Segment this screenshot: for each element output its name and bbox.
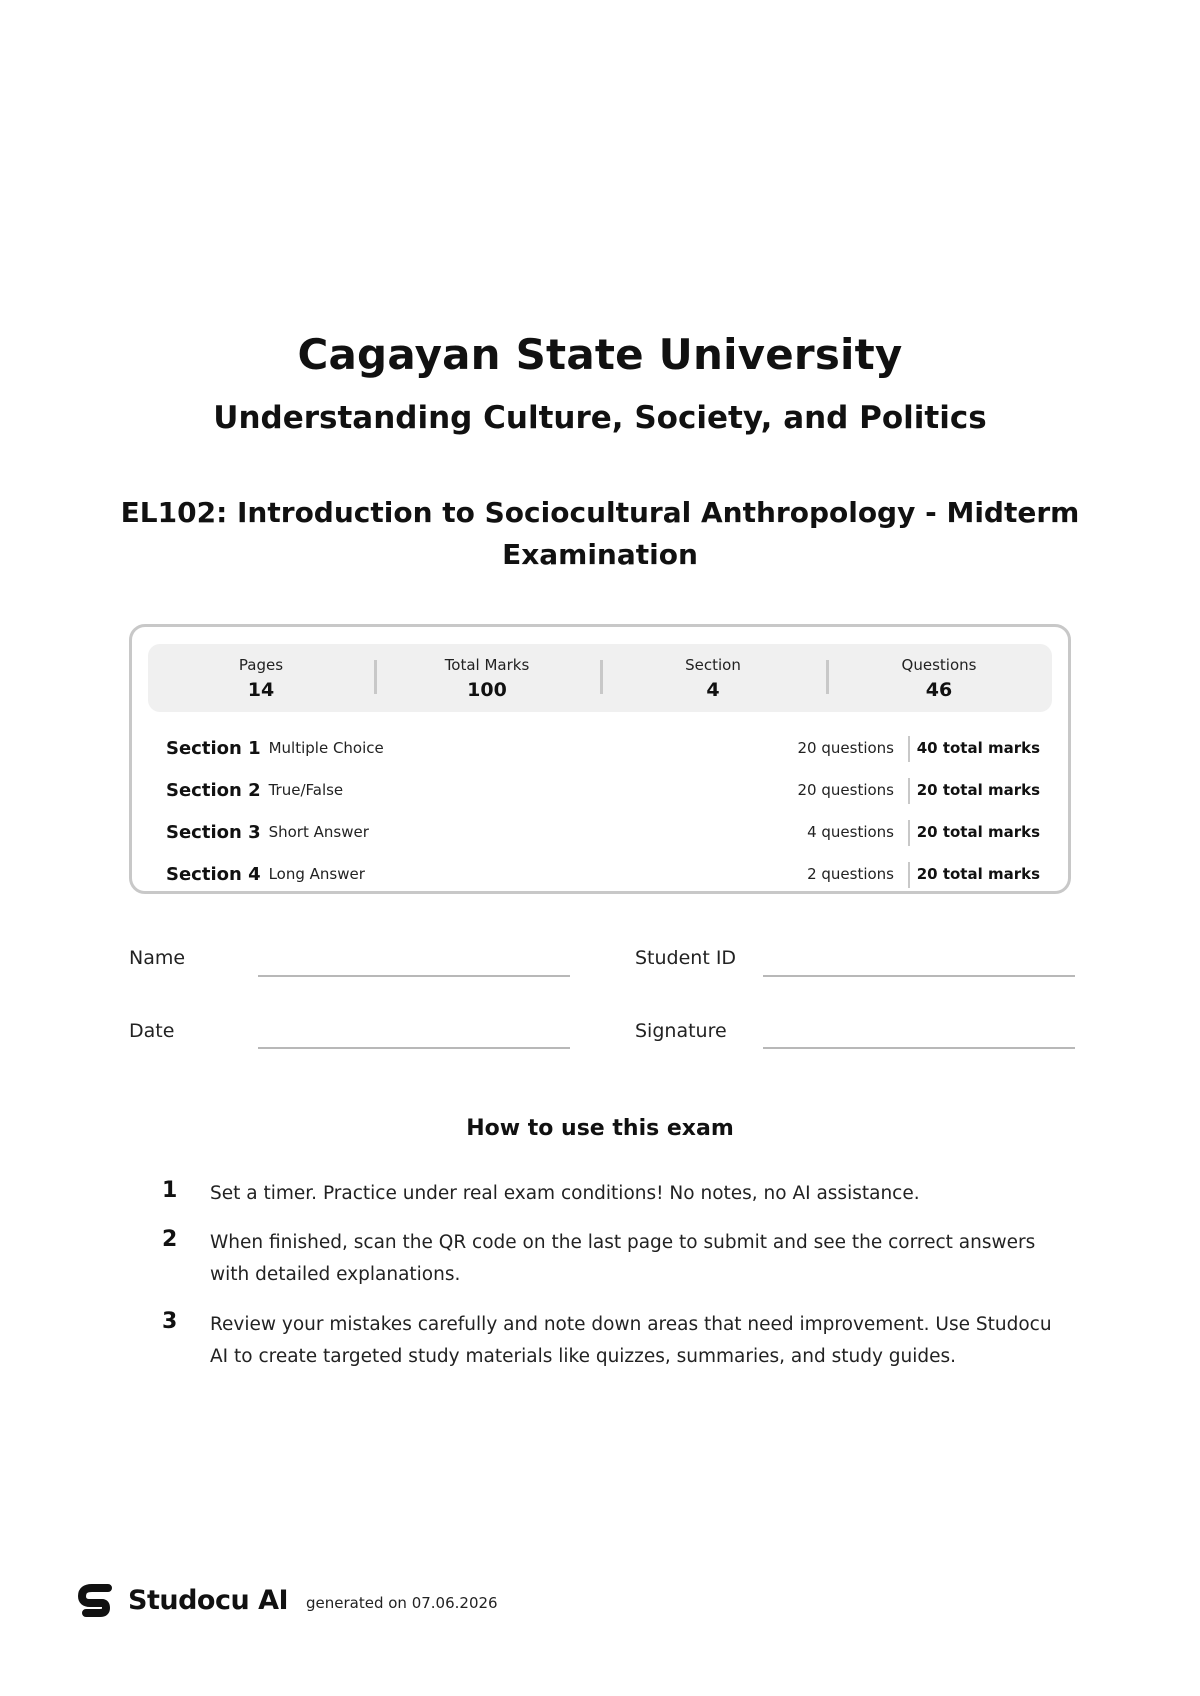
section-row-2 [166, 769, 1040, 811]
brand-name: Studocu AI [128, 1585, 289, 1616]
section-question-count: 20 questions [797, 781, 894, 799]
section-name: Section 2 [166, 779, 261, 801]
student-id-field[interactable] [763, 975, 1075, 977]
stats-bar [148, 644, 1052, 712]
stat-label: Pages [238, 656, 284, 674]
stat-value: 14 [247, 679, 275, 701]
stat-pages [148, 644, 374, 712]
section-list [166, 727, 1040, 895]
stat-value: 100 [467, 679, 507, 701]
section-name: Section 4 [166, 863, 261, 885]
date-field[interactable] [258, 1047, 570, 1049]
section-type: True/False [268, 781, 344, 799]
signature-label: Signature [635, 1020, 727, 1042]
exam-title: EL102: Introduction to Sociocultural Anthropology - Midterm Examination [120, 496, 1080, 571]
stat-value: 46 [925, 679, 953, 701]
step-text: Set a timer. Practice under real exam conditions! No notes, no AI assistance. [210, 1183, 920, 1204]
stat-label: Section [685, 656, 741, 674]
generated-date: generated on 07.06.2026 [306, 1594, 498, 1612]
step-number: 3 [162, 1309, 178, 1334]
signature-field[interactable] [763, 1047, 1075, 1049]
step-text: Review your mistakes carefully and note down areas that need improvement. Use Studocu AI to create targeted study materials like quizzes, summaries, and study guides. [210, 1314, 1052, 1367]
exam-info-card [129, 624, 1071, 894]
section-type: Long Answer [268, 865, 365, 883]
section-marks: 20 total marks [916, 823, 1040, 841]
section-row-1 [166, 727, 1040, 769]
section-name: Section 3 [166, 821, 261, 843]
step-number: 2 [162, 1227, 178, 1252]
section-row-3 [166, 811, 1040, 853]
section-marks: 40 total marks [916, 739, 1040, 757]
section-marks: 20 total marks [916, 865, 1040, 883]
section-question-count: 2 questions [807, 865, 894, 883]
section-type: Short Answer [268, 823, 369, 841]
course-title: Understanding Culture, Society, and Politics [213, 400, 987, 436]
step-number: 1 [162, 1178, 178, 1203]
stat-label: Questions [901, 656, 977, 674]
section-row-4 [166, 853, 1040, 895]
stat-total-marks [374, 644, 600, 712]
section-divider [908, 820, 910, 846]
section-divider [908, 862, 910, 888]
section-question-count: 20 questions [797, 739, 894, 757]
date-label: Date [129, 1020, 175, 1042]
stat-section [600, 644, 826, 712]
name-label: Name [129, 947, 186, 969]
section-marks: 20 total marks [916, 781, 1040, 799]
step-text: When finished, scan the QR code on the last page to submit and see the correct answers with detailed explanations. [210, 1232, 1036, 1285]
student-id-label: Student ID [635, 947, 737, 969]
name-field[interactable] [258, 975, 570, 977]
stat-label: Total Marks [444, 656, 530, 674]
section-divider [908, 778, 910, 804]
howto-title: How to use this exam [466, 1116, 734, 1141]
section-divider [908, 736, 910, 762]
section-question-count: 4 questions [807, 823, 894, 841]
stat-value: 4 [706, 679, 720, 701]
section-name: Section 1 [166, 737, 261, 759]
university-title: Cagayan State University [297, 330, 903, 379]
studocu-logo-icon [78, 1582, 116, 1622]
stat-questions [826, 644, 1052, 712]
section-type: Multiple Choice [268, 739, 384, 757]
